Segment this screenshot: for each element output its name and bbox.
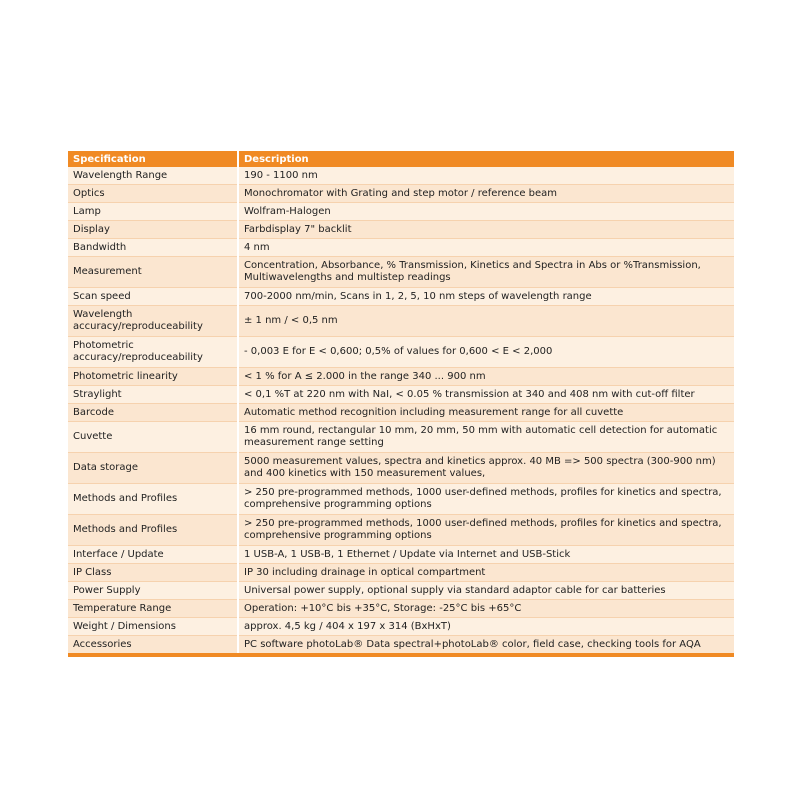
- table-row: [68, 422, 734, 453]
- spec-cell: Optics: [68, 185, 238, 203]
- table-row: [68, 636, 734, 656]
- spec-cell: Bandwidth: [68, 239, 238, 257]
- desc-cell: Universal power supply, optional supply via standard adaptor cable for car batteries: [238, 582, 734, 600]
- spec-cell: Barcode: [68, 404, 238, 422]
- spec-cell: Photometric accuracy/reproduceability: [68, 337, 238, 368]
- desc-cell: IP 30 including drainage in optical compartment: [238, 564, 734, 582]
- spec-cell: Measurement: [68, 257, 238, 288]
- spec-cell: Lamp: [68, 203, 238, 221]
- spec-cell: Accessories: [68, 636, 238, 656]
- spec-cell: Interface / Update: [68, 546, 238, 564]
- table-row: [68, 515, 734, 546]
- table-row: [68, 288, 734, 306]
- table-row: [68, 600, 734, 618]
- spec-cell: Weight / Dimensions: [68, 618, 238, 636]
- spec-cell: Photometric linearity: [68, 368, 238, 386]
- table-header-row: [68, 151, 734, 167]
- specification-table: [68, 151, 734, 657]
- spec-cell: Temperature Range: [68, 600, 238, 618]
- desc-cell: Farbdisplay 7" backlit: [238, 221, 734, 239]
- spec-cell: IP Class: [68, 564, 238, 582]
- desc-cell: PC software photoLab® Data spectral+photoLab® color, field case, checking tools for AQA: [238, 636, 734, 656]
- desc-cell: 4 nm: [238, 239, 734, 257]
- desc-cell: > 250 pre-programmed methods, 1000 user-defined methods, profiles for kinetics and spectra, comprehensive programming options: [238, 515, 734, 546]
- table-row: [68, 368, 734, 386]
- table-row: [68, 239, 734, 257]
- table-row: [68, 221, 734, 239]
- spec-cell: Scan speed: [68, 288, 238, 306]
- desc-cell: Concentration, Absorbance, % Transmission, Kinetics and Spectra in Abs or %Transmission, Multiwavelengths and multistep readings: [238, 257, 734, 288]
- spec-cell: Methods and Profiles: [68, 484, 238, 515]
- table-row: [68, 546, 734, 564]
- desc-cell: approx. 4,5 kg / 404 x 197 x 314 (BxHxT): [238, 618, 734, 636]
- table-row: [68, 484, 734, 515]
- desc-cell: - 0,003 E for E < 0,600; 0,5% of values for 0,600 < E < 2,000: [238, 337, 734, 368]
- desc-cell: > 250 pre-programmed methods, 1000 user-defined methods, profiles for kinetics and spectra, comprehensive programming options: [238, 484, 734, 515]
- spec-cell: Wavelength Range: [68, 167, 238, 185]
- spec-cell: Wavelength accuracy/reproduceability: [68, 306, 238, 337]
- desc-cell: Automatic method recognition including measurement range for all cuvette: [238, 404, 734, 422]
- desc-cell: Monochromator with Grating and step motor / reference beam: [238, 185, 734, 203]
- desc-cell: Wolfram-Halogen: [238, 203, 734, 221]
- spec-cell: Display: [68, 221, 238, 239]
- column-header-description: Description: [238, 151, 734, 167]
- table-row: [68, 618, 734, 636]
- desc-cell: 5000 measurement values, spectra and kinetics approx. 40 MB => 500 spectra (300-900 nm) and 400 kinetics with 150 measurement values,: [238, 453, 734, 484]
- table-row: [68, 582, 734, 600]
- table-row: [68, 306, 734, 337]
- spec-cell: Cuvette: [68, 422, 238, 453]
- table-row: [68, 257, 734, 288]
- desc-cell: Operation: +10°C bis +35°C, Storage: -25°C bis +65°C: [238, 600, 734, 618]
- spec-cell: Straylight: [68, 386, 238, 404]
- table-row: [68, 564, 734, 582]
- spec-cell: Methods and Profiles: [68, 515, 238, 546]
- table-row: [68, 185, 734, 203]
- spec-cell: Power Supply: [68, 582, 238, 600]
- desc-cell: 700-2000 nm/min, Scans in 1, 2, 5, 10 nm steps of wavelength range: [238, 288, 734, 306]
- desc-cell: < 1 % for A ≤ 2.000 in the range 340 ... 900 nm: [238, 368, 734, 386]
- desc-cell: < 0,1 %T at 220 nm with NaI, < 0.05 % transmission at 340 and 408 nm with cut-off filter: [238, 386, 734, 404]
- table-row: [68, 386, 734, 404]
- desc-cell: 16 mm round, rectangular 10 mm, 20 mm, 50 mm with automatic cell detection for automatic measurement range setting: [238, 422, 734, 453]
- table-row: [68, 453, 734, 484]
- desc-cell: 190 - 1100 nm: [238, 167, 734, 185]
- table-row: [68, 404, 734, 422]
- desc-cell: ± 1 nm / < 0,5 nm: [238, 306, 734, 337]
- spec-cell: Data storage: [68, 453, 238, 484]
- desc-cell: 1 USB-A, 1 USB-B, 1 Ethernet / Update via Internet and USB-Stick: [238, 546, 734, 564]
- table-row: [68, 203, 734, 221]
- column-header-specification: Specification: [68, 151, 238, 167]
- table-row: [68, 337, 734, 368]
- table-row: [68, 167, 734, 185]
